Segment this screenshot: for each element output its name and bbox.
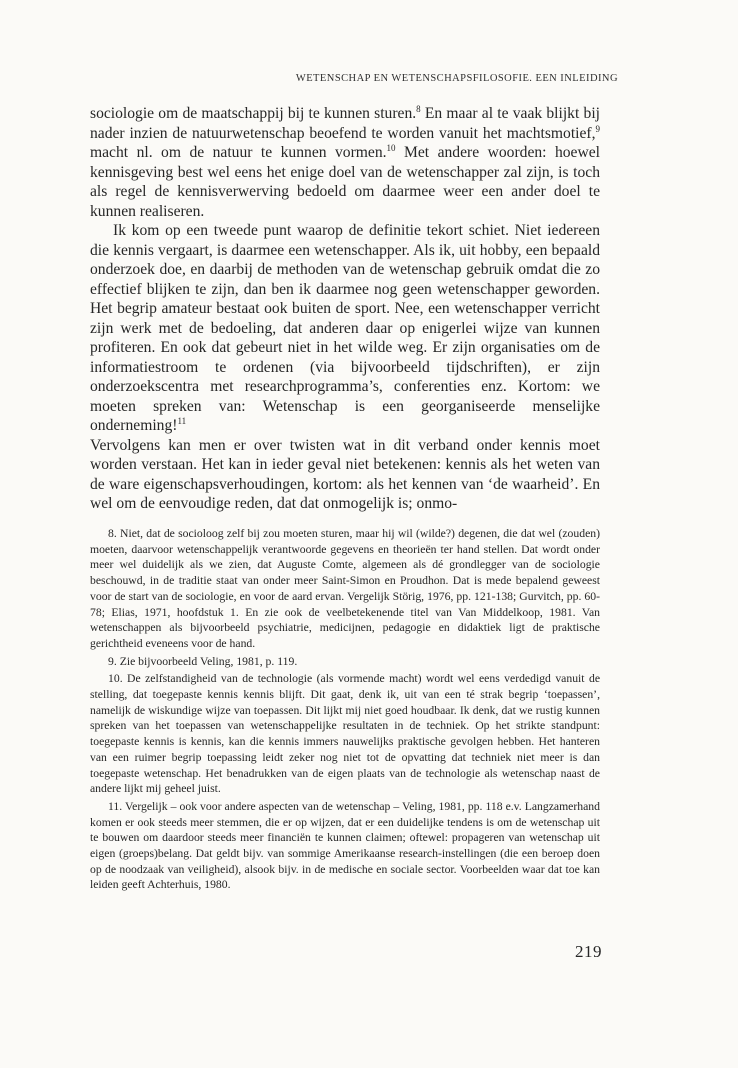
footnote-text: Zie bijvoorbeeld Veling, 1981, p. 119. <box>119 654 298 668</box>
footnote-label: 11. <box>108 799 123 813</box>
body-paragraph <box>90 221 600 436</box>
footnote <box>90 671 600 797</box>
footnote-ref: 9 <box>595 123 600 134</box>
footnote-ref: 8 <box>416 104 421 114</box>
footnote-label: 9. <box>108 654 117 668</box>
body-text-run: sociologie om de maatschappij bij te kunnen sturen. <box>90 105 417 122</box>
footnote-text: Niet, dat de socioloog zelf bij zou moeten sturen, maar hij wil (wilde?) degenen, die dat wel (zouden) moeten, daarvoor wetenschappelijk verantwoorde gegevens en theorieën ter hand stellen. Dat wordt onder meer wel duidelijk als we zien, dat Auguste Comte, algemeen als dé grondlegger van de sociologie beschouwd, in de traditie staat van onder meer Saint-Simon en Proudhon. Dat is mede bepalend geweest voor de start van de sociologie, en voor de aard ervan. Vergelijk Störig, 1976, pp. 121-138; Gurvitch, pp. 60-78; Elias, 1971, hoofdstuk 1. En zie ook de veelbetekenende titel van Van Middelkoop, 1981. Van wetenschappen als bijvoorbeeld psychiatrie, medicijnen, pedagogie en didaktiek ligt de praktische gerichtheid eveneens voor de hand. <box>90 527 600 650</box>
body-paragraph <box>90 104 600 221</box>
body-paragraph: Vervolgens kan men er over twisten wat in dit verband onder kennis moet worden verstaan. Het kan in ieder geval niet betekenen: kennis als het weten van de ware eigenschapsverhoudingen, kortom: als het kennen van ‘de waarheid’. En wel om de eenvoudige reden, dat dat onmogelijk is; onmo- <box>90 436 600 512</box>
footnote-ref: 11 <box>177 416 187 426</box>
body-text-run: macht nl. om de natuur te kunnen vormen. <box>90 144 387 161</box>
footnotes <box>90 526 600 895</box>
footnote-text: Vergelijk – ook voor andere aspecten van de wetenschap – Veling, 1981, pp. 118 e.v. Langzamerhand komen er ook steeds meer stemmen, die er op wijzen, dat er een duidelijke tendens is om de wetenschap uit te bouwen om daardoor steeds meer financiën te kunnen claimen; oftewel: propageren van wetenschap uit eigen (groeps)belang. Dat geldt bijv. van sommige Amerikaanse research-instellingen (die een beroep doen op de noodzaak van veiligheid), alsook bijv. in de medische en sociale sector. Voorbeelden waar dat toe kan leiden geeft Achterhuis, 1980. <box>90 799 600 892</box>
footnote <box>90 654 600 670</box>
body-text-run: Met andere woorden: hoewel kennisgeving best wel eens het enige doel van de wetenschapper zal zijn, is toch als regel de kennisverwerving bedoeld om daarmee weer een ander doel te kunnen realiseren. <box>90 144 600 220</box>
footnote <box>90 526 600 652</box>
running-head: WETENSCHAP EN WETENSCHAPSFILOSOFIE. EEN INLEIDING <box>295 73 618 84</box>
body-text <box>90 104 600 514</box>
footnote-label: 8. <box>108 527 117 540</box>
body-text-run: Ik kom op een tweede punt waarop de definitie tekort schiet. Niet iedereen die kennis vergaart, is daarmee een wetenschapper. Als ik, uit hobby, een bepaald onderzoek doe, en daarbij de methoden van de wetenschap gebruik omdat die zo effectief blijken te zijn, dan ben ik daarmee nog geen wetenschapper geworden. Het begrip amateur bestaat ook buiten de sport. Nee, een wetenschapper verricht zijn werk met de bedoeling, dat anderen daar op enigerlei wijze van kunnen profiteren. En ook dat gebeurt niet in het wilde weg. Er zijn organisaties om de informatiestroom te ordenen (via bijvoorbeeld tijdschriften), er zijn onderzoekscentra met researchprogramma’s, conferenties enz. Kortom: we moeten spreken van: Wetenschap is een georganiseerde menselijke onderneming! <box>90 222 600 434</box>
footnote <box>90 799 600 893</box>
footnote-text: De zelfstandigheid van de technologie (als vormende macht) wordt wel eens verdedigd vanuit de stelling, dat toegepaste kennis kennis blijft. Dit gaat, denk ik, uit van een té strak begrip ‘toepassen’, namelijk de wiskundige wijze van toepassen. Dit lijkt mij niet goed houdbaar. Ik denk, dat we rustig kunnen spreken van het toepassen van wetenschappelijke resultaten in de techniek. Op het strikte standpunt: toegepaste kennis is kennis, kan die kennis immers nauwelijks praktische gevolgen hebben. Het hanteren van een ruimer begrip toepassing leidt zeker nog niet tot de opvatting dat techniek niet meer is dan toegepaste wetenschap. Het benadrukken van de eigen plaats van de technologie als wetenschap naast de andere lijkt mij geheel juist. <box>90 672 601 796</box>
page-number: 219 <box>575 942 602 961</box>
footnote-ref: 10 <box>386 143 396 153</box>
body-text-run: En maar al te vaak blijkt bij nader inzien de natuurwetenschap beoefend te worden vanuit het machtsmotief, <box>90 105 600 142</box>
footnote-label: 10. <box>108 672 123 686</box>
